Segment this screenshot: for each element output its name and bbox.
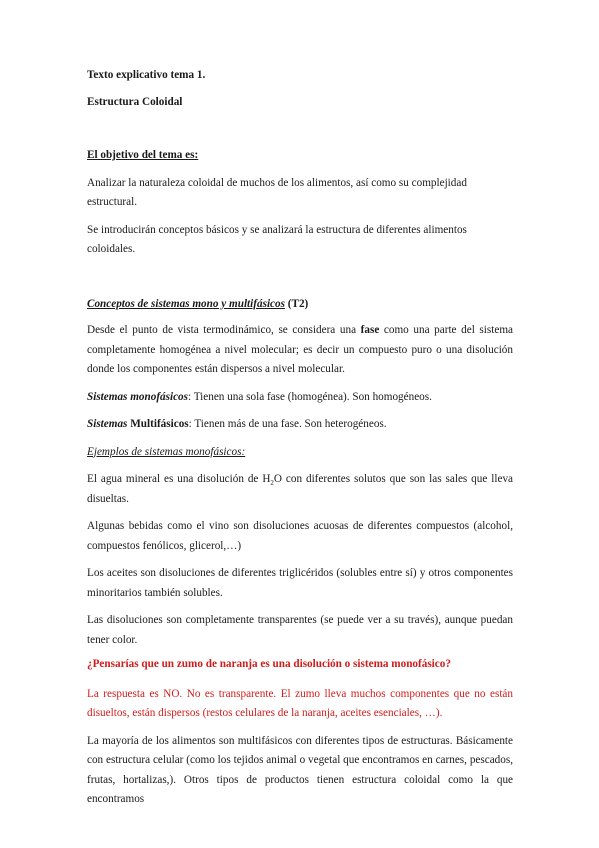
phase-term: fase bbox=[360, 324, 380, 336]
monophasic-desc: : Tienen una sola fase (homogénea). Son homogéneos. bbox=[188, 390, 432, 403]
example-water-start: El agua mineral es una disolución de H bbox=[87, 473, 271, 485]
multiphasic-term-italic: Sistemas bbox=[87, 418, 128, 430]
document-body bbox=[87, 66, 513, 810]
examples-heading: Ejemplos de sistemas monofásicos: bbox=[87, 445, 246, 458]
multiphasic-desc: : Tienen más de una fase. Son heterogéneos. bbox=[188, 418, 387, 430]
concepts-heading bbox=[87, 295, 513, 315]
monophasic-definition bbox=[87, 388, 513, 408]
h2o-subscript: 2 bbox=[270, 479, 274, 488]
question: ¿Pensarías que un zumo de naranja es una disolución o sistema monofásico? bbox=[87, 658, 451, 670]
objective-heading: El objetivo del tema es: bbox=[87, 149, 199, 161]
example-water bbox=[87, 470, 513, 509]
answer: La respuesta es NO. No es transparente. El zumo lleva muchos componentes que no están disueltos, están dispersos (restos celulares de la naranja, aceites esenciales, …). bbox=[87, 687, 513, 719]
doc-subtitle: Estructura Coloidal bbox=[87, 95, 183, 108]
phase-definition-start: Desde el punto de vista termodinámico, se considera una bbox=[87, 324, 361, 336]
phase-definition-end: como una parte del sistema completamente homogénea a nivel molecular; es decir un compuesto puro o una disolución donde los componentes están dispersos a nivel molecular. bbox=[87, 324, 513, 375]
example-wine: Algunas bebidas como el vino son disoluciones acuosas de diferentes compuestos (alcohol, compuestos fenólicos, glicerol,…) bbox=[87, 520, 513, 552]
concepts-heading-suffix: (T2) bbox=[284, 297, 309, 310]
multiphasic-term-bold: Multifásicos bbox=[127, 418, 189, 430]
example-water-end: O con diferentes solutos que son las sales que lleva disueltas. bbox=[87, 473, 514, 505]
monophasic-term: Sistemas monofásicos bbox=[87, 390, 189, 403]
doc-title: Texto explicativo tema 1. bbox=[87, 69, 206, 81]
multiphasic-foods-paragraph: La mayoría de los alimentos son multifásicos con diferentes tipos de estructuras. Básicamente con estructura celular (como los tejidos animal o vegetal que encontramos en carnes, pescados, frutas, hortalizas,). Otros tipos de productos tienen estructura coloidal como la que encontramos bbox=[87, 734, 513, 805]
example-oils: Los aceites son disoluciones de diferentes triglicéridos (solubles entre sí) y otros componentes minoritarios también solubles. bbox=[87, 567, 513, 599]
example-transparency: Las disoluciones son completamente transparentes (se puede ver a su través), aunque puedan tener color. bbox=[87, 614, 513, 646]
objective-paragraph-1: Analizar la naturaleza coloidal de muchos de los alimentos, así como su complejidad estructural. bbox=[87, 176, 467, 208]
multiphasic-definition bbox=[87, 415, 513, 435]
phase-definition bbox=[87, 321, 513, 380]
concepts-heading-text: Conceptos de sistemas mono y multifásicos bbox=[87, 297, 285, 310]
objective-paragraph-2: Se introducirán conceptos básicos y se analizará la estructura de diferentes alimentos coloidales. bbox=[87, 223, 467, 255]
